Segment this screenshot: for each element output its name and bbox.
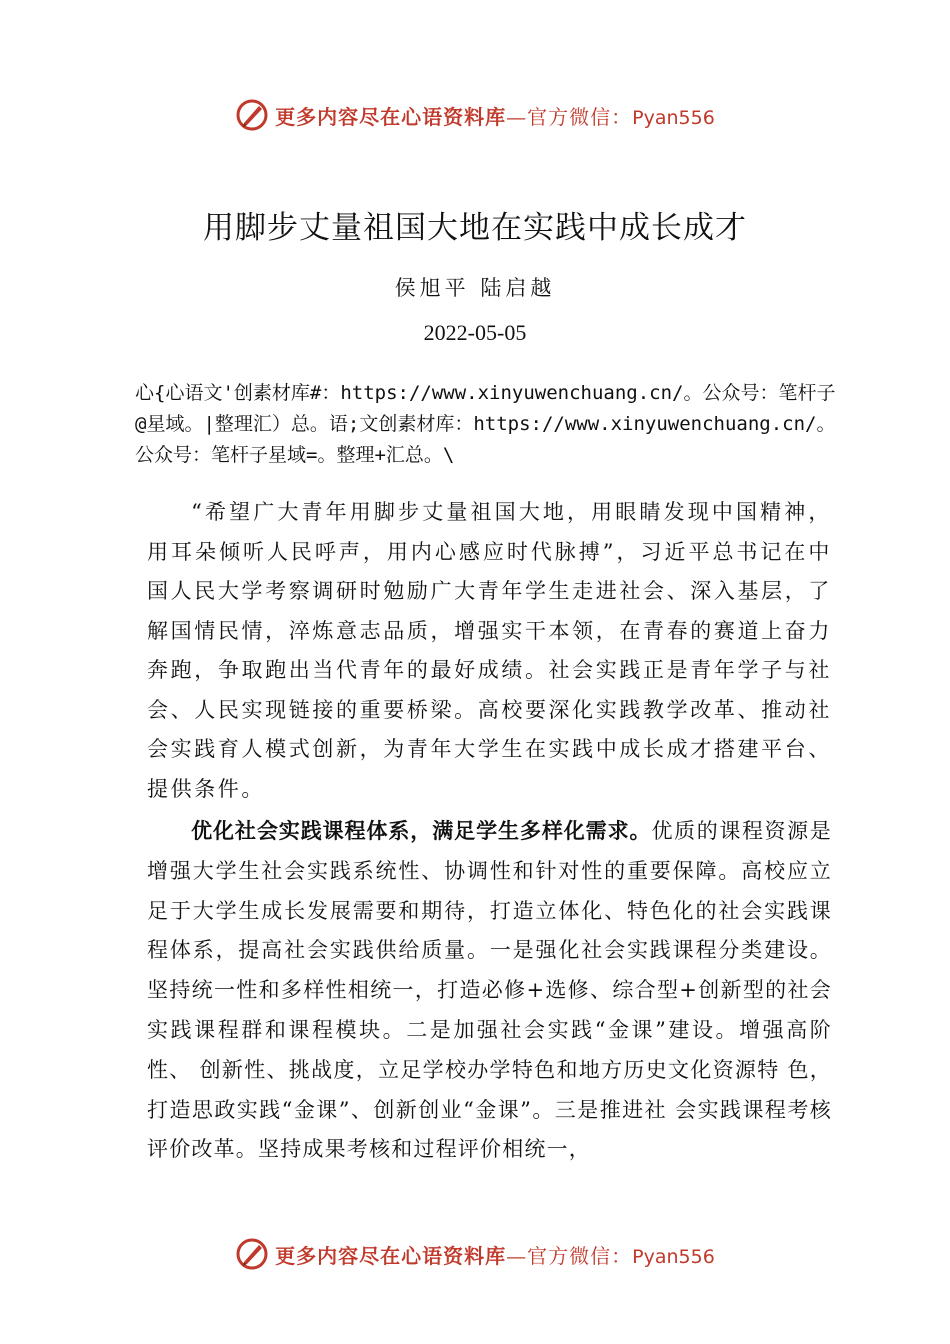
article-date: 2022-05-05 — [423, 320, 527, 345]
pen-logo-icon — [235, 1237, 269, 1271]
article-title: 用脚步丈量祖国大地在实践中成长成才 — [203, 210, 747, 246]
header-banner-text: 更多内容尽在心语资料库—官方微信：Pyan556 — [275, 104, 715, 129]
pen-logo-icon — [235, 98, 269, 132]
header-banner — [0, 93, 950, 137]
footer-banner-text: 更多内容尽在心语资料库—官方微信：Pyan556 — [275, 1243, 715, 1268]
article-authors: 侯旭平 陆启越 — [394, 276, 556, 300]
paragraph-1: “希望广大青年用脚步丈量祖国大地，用眼睛发现中国精神，用耳朵倾听人民呼声，用内心感应时代脉搏”，习近平总书记在中国人民大学考察调研时勉励广大青年学生走进社会、深入基层，了解国情民情，淬炼意志品质，增强实干本领，在青春的赛道上奋力奔跑，争取跑出当代青年的最好成绩。社会实践正是青年学子与社会、人民实现链接的重要桥梁。高校要深化实践教学改革、推动社会实践育人模式创新，为青年大学生在实践中成长成才搭建平台、提供条件。 — [147, 500, 832, 801]
paragraph-2 — [147, 812, 832, 1170]
source-note: 心{心语文'创素材库#：https://www.xinyuwenchuang.cn/。公众号：笔杆子@星域。|整理汇）总。语;文创素材库：https://www.xinyuwenchuang.cn/。公众号：笔杆子星域=。整理+汇总。\ — [135, 382, 836, 466]
paragraph-2-body: 优质的课程资源是增强大学生社会实践系统性、协调性和针对性的重要保障。高校应立足于大学生成长发展需要和期待，打造立体化、特色化的社会实践课程体系，提高社会实践供给质量。一是强化社会实践课程分类建设。坚持统一性和多样性相统一，打造必修+选修、综合型+创新型的社会实践课程群和课程模块。二是加强社会实践“金课”建设。增强高阶性、 创新性、挑战度，立足学校办学特色和地方历史文化资源特 色，打造思政实践“金课”、创新创业“金课”。三是推进社 会实践课程考核评价改革。坚持成果考核和过程评价相统一， — [147, 819, 833, 1162]
paragraph-2-lead: 优化社会实践课程体系，满足学生多样化需求。 — [191, 819, 652, 843]
footer-banner — [0, 1232, 950, 1276]
